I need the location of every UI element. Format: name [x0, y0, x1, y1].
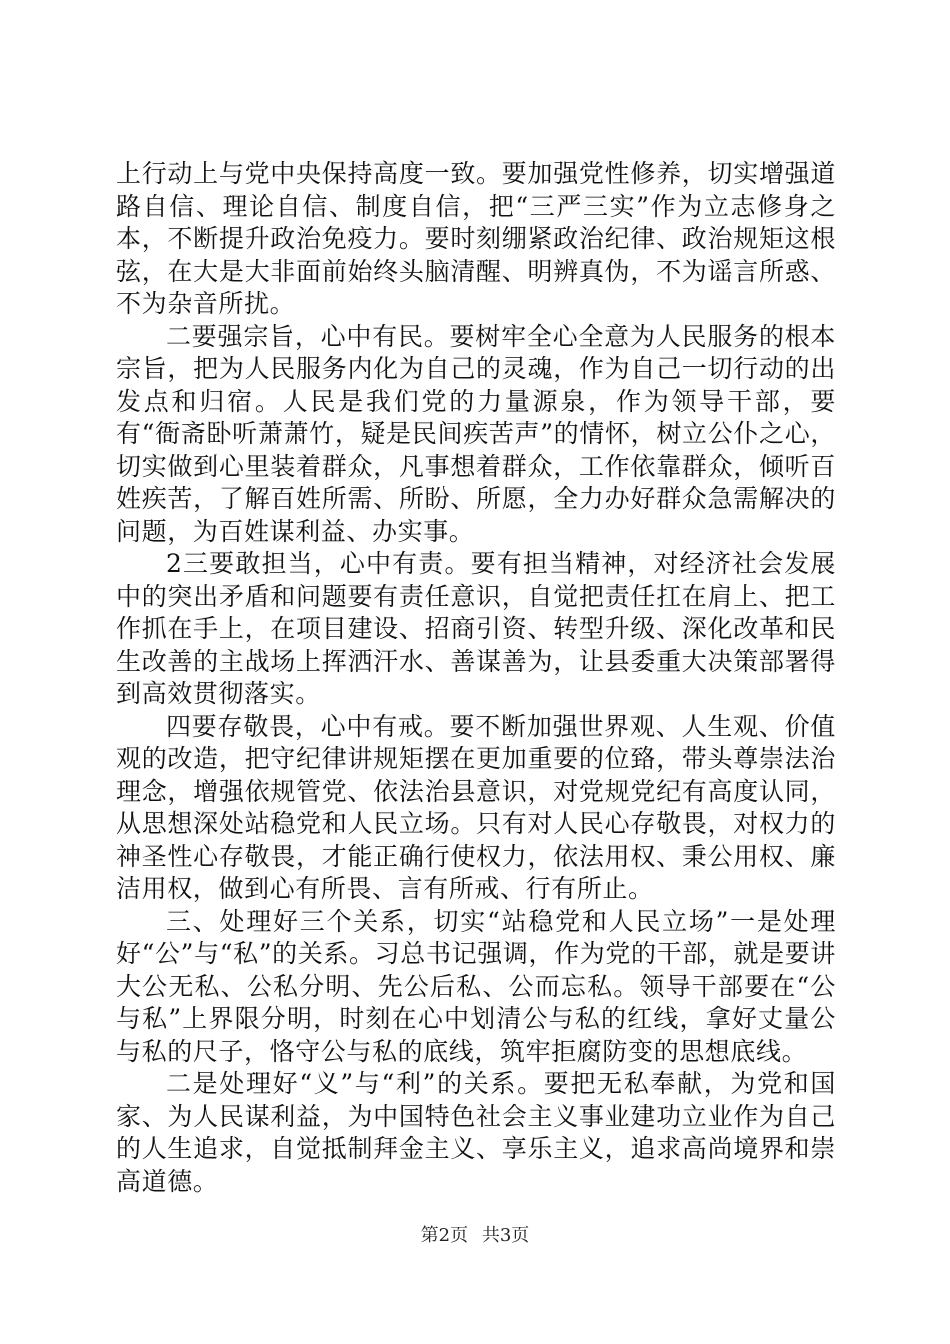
paragraph-take-responsibility: 2三要敢担当，心中有责。要有担当精神，对经济社会发展中的突出矛盾和问题要有责任意识，自觉把责任扛在肩上、把工作抓在手上，在项目建设、招商引资、转型升级、深化改革和民生改善的主战场上挥洒汗水、善谋善为，让县委重大决策部署得到高效贯彻落实。: [116, 549, 836, 708]
page-footer: [0, 1224, 950, 1248]
paragraph-continuation: 上行动上与党中央保持高度一致。要加强党性修养，切实增强道路自信、理论自信、制度自信，把“三严三实”作为立志修身之本，不断提升政治免疫力。要时刻绷紧政治纪律、政治规矩这根弦，在大是大非面前始终头脑清醒、明辨真伪，不为谣言所惑、不为杂音所扰。: [116, 159, 836, 318]
paragraph-righteousness-profit: 二是处理好“义”与“利”的关系。要把无私奉献，为党和国家、为人民谋利益，为中国特色社会主义事业建功立业作为自己的人生追求，自觉抵制拜金主义、享乐主义，追求高尚境界和崇高道德。: [116, 1069, 836, 1196]
paragraph-serve-people: 二要强宗旨，心中有民。要树牢全心全意为人民服务的根本宗旨，把为人民服务内化为自己的灵魂，作为自己一切行动的出发点和归宿。人民是我们党的力量源泉，作为领导干部，要有“衙斋卧听萧萧竹，疑是民间疾苦声”的情怀，树立公仆之心，切实做到心里装着群众，凡事想着群众，工作依靠群众，倾听百姓疾苦，了解百姓所需、所盼、所愿，全力办好群众急需解决的问题，为百姓谋利益、办实事。: [116, 321, 836, 546]
paragraph-reverence: 四要存敬畏，心中有戒。要不断加强世界观、人生观、价值观的改造，把守纪律讲规矩摆在更加重要的位臵，带头尊崇法治理念，增强依规管党、依法治县意识，对党规党纪有高度认同，从思想深处站稳党和人民立场。只有对人民心存敬畏，对权力的神圣性心存敬畏，才能正确行使权力，依法用权、秉公用权、廉洁用权，做到心有所畏、言有所戒、行有所止。: [116, 711, 836, 903]
paragraph-three-relations: 三、处理好三个关系，切实“站稳党和人民立场”一是处理好“公”与“私”的关系。习总书记强调，作为党的干部，就是要讲大公无私、公私分明、先公后私、公而忘私。领导干部要在“公与私”上界限分明，时刻在心中划清公与私的红线，拿好丈量公与私的尺子，恪守公与私的底线，筑牢拒腐防变的思想底线。: [116, 906, 836, 1066]
page-number: 第2页: [420, 1225, 469, 1246]
document-body: [116, 158, 836, 1198]
page-total: 共3页: [481, 1225, 530, 1246]
